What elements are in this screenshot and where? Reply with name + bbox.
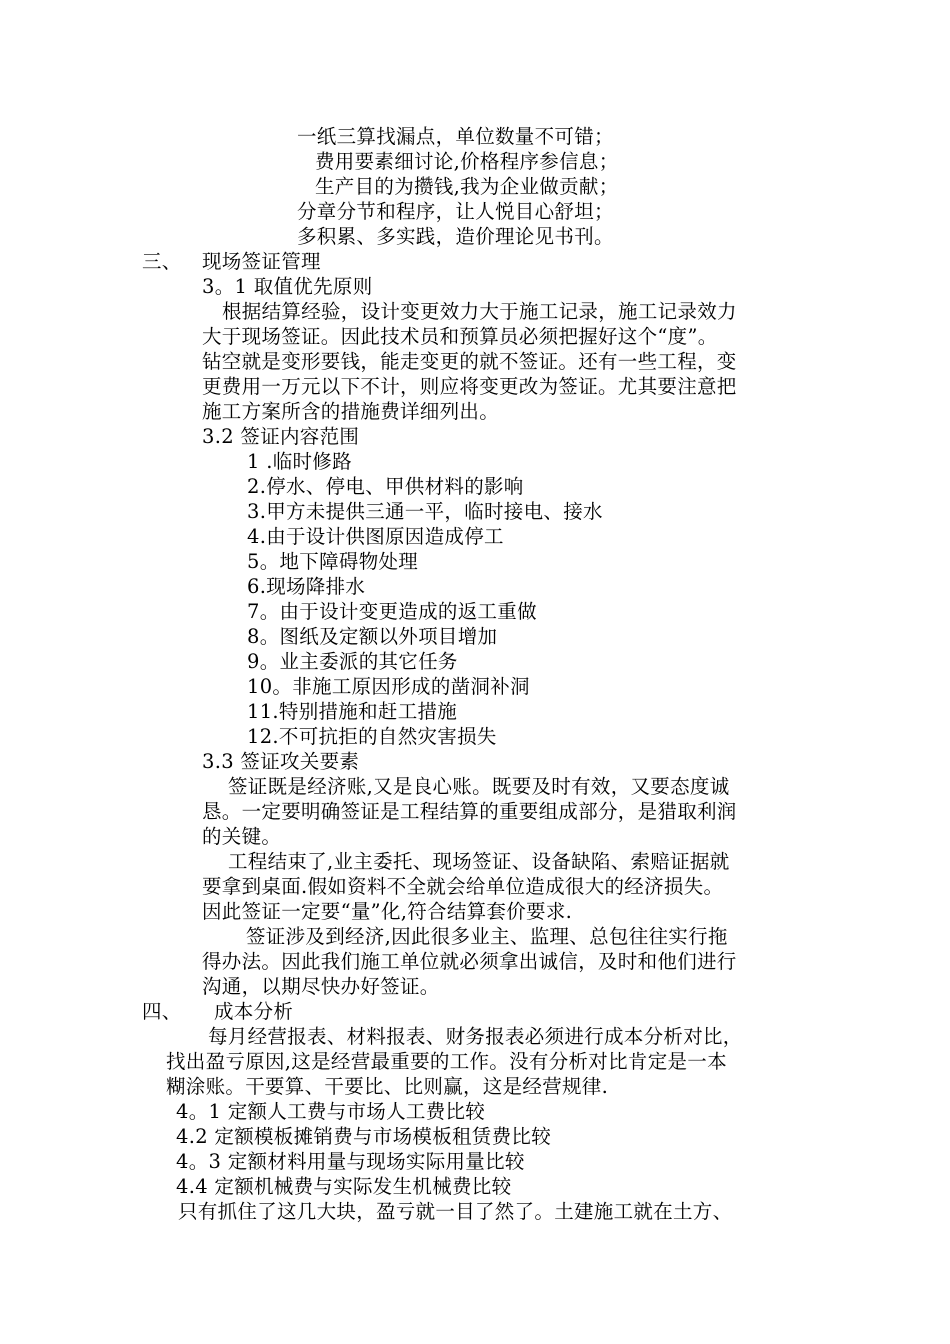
list-item: 4。1 定额人工费与市场人工费比较 — [176, 1100, 486, 1123]
list-item: 12.不可抗拒的自然灾害损失 — [247, 725, 497, 748]
section-title: 现场签证管理 — [202, 250, 321, 273]
list-item: 10。非施工原因形成的凿洞补洞 — [247, 675, 530, 698]
subsection-title: 3.2 签证内容范围 — [202, 425, 360, 448]
list-item: 7。由于设计变更造成的返工重做 — [247, 600, 537, 623]
paragraph-line: 找出盈亏原因,这是经营最重要的工作。没有分析对比肯定是一本 — [166, 1050, 727, 1073]
poem-line: 生产目的为攒钱,我为企业做贡献； — [315, 175, 619, 198]
list-item: 5。地下障碍物处理 — [247, 550, 419, 573]
subsection-title: 3.3 签证攻关要素 — [202, 750, 360, 773]
poem-line: 分章分节和程序，让人悦目心舒坦； — [297, 200, 614, 223]
section-number: 四、 — [142, 1000, 182, 1023]
section-number: 三、 — [142, 250, 182, 273]
poem-line: 费用要素细讨论,价格程序参信息； — [315, 150, 619, 173]
paragraph-line: 要拿到桌面.假如资料不全就会给单位造成很大的经济损失。 — [202, 875, 724, 898]
list-item: 4.4 定额机械费与实际发生机械费比较 — [176, 1175, 512, 1198]
list-item: 6.现场降排水 — [247, 575, 366, 598]
paragraph-line: 根据结算经验，设计变更效力大于施工记录，施工记录效力 — [222, 300, 737, 323]
list-item: 4.2 定额模板摊销费与市场模板租赁费比较 — [176, 1125, 552, 1148]
list-item: 2.停水、停电、甲供材料的影响 — [247, 475, 524, 498]
paragraph-line: 只有抓住了这几大块，盈亏就一目了然了。土建施工就在土方、 — [178, 1200, 733, 1223]
list-item: 3.甲方未提供三通一平，临时接电、接水 — [247, 500, 603, 523]
paragraph-line: 恳。一定要明确签证是工程结算的重要组成部分，是猎取利润 — [202, 800, 737, 823]
paragraph-line: 施工方案所含的措施费详细列出。 — [202, 400, 500, 423]
poem-line: 一纸三算找漏点，单位数量不可错； — [297, 125, 614, 148]
list-item: 1 .临时修路 — [247, 450, 352, 473]
list-item: 9。业主委派的其它任务 — [247, 650, 458, 673]
section-title: 成本分析 — [214, 1000, 294, 1023]
paragraph-line: 大于现场签证。因此技术员和预算员必须把握好这个“度”。 — [202, 325, 718, 348]
list-item: 8。图纸及定额以外项目增加 — [247, 625, 498, 648]
list-item: 4。3 定额材料用量与现场实际用量比较 — [176, 1150, 525, 1173]
list-item: 4.由于设计供图原因造成停工 — [247, 525, 504, 548]
list-item: 11.特别措施和赶工措施 — [247, 700, 458, 723]
paragraph-line: 糊涂账。干要算、干要比、比则赢，这是经营规律. — [166, 1075, 609, 1098]
paragraph-line: 的关键。 — [202, 825, 282, 848]
subsection-title: 3。1 取值优先原则 — [202, 275, 373, 298]
paragraph-line: 钻空就是变形要钱，能走变更的就不签证。还有一些工程，变 — [202, 350, 737, 373]
paragraph-line: 更费用一万元以下不计，则应将变更改为签证。尤其要注意把 — [202, 375, 737, 398]
paragraph-line: 沟通，以期尽快办好签证。 — [202, 975, 440, 998]
poem-line: 多积累、多实践，造价理论见书刊。 — [297, 225, 614, 248]
paragraph-line: 得办法。因此我们施工单位就必须拿出诚信，及时和他们进行 — [202, 950, 737, 973]
paragraph-line: 因此签证一定要“量”化,符合结算套价要求. — [202, 900, 573, 923]
paragraph-line: 工程结束了,业主委托、现场签证、设备缺陷、索赔证据就 — [228, 850, 730, 873]
paragraph-line: 签证既是经济账,又是良心账。既要及时有效，又要态度诚 — [228, 775, 730, 798]
paragraph-line: 每月经营报表、材料报表、财务报表必须进行成本分析对比， — [208, 1025, 743, 1048]
paragraph-line: 签证涉及到经济,因此很多业主、监理、总包往往实行拖 — [246, 925, 728, 948]
